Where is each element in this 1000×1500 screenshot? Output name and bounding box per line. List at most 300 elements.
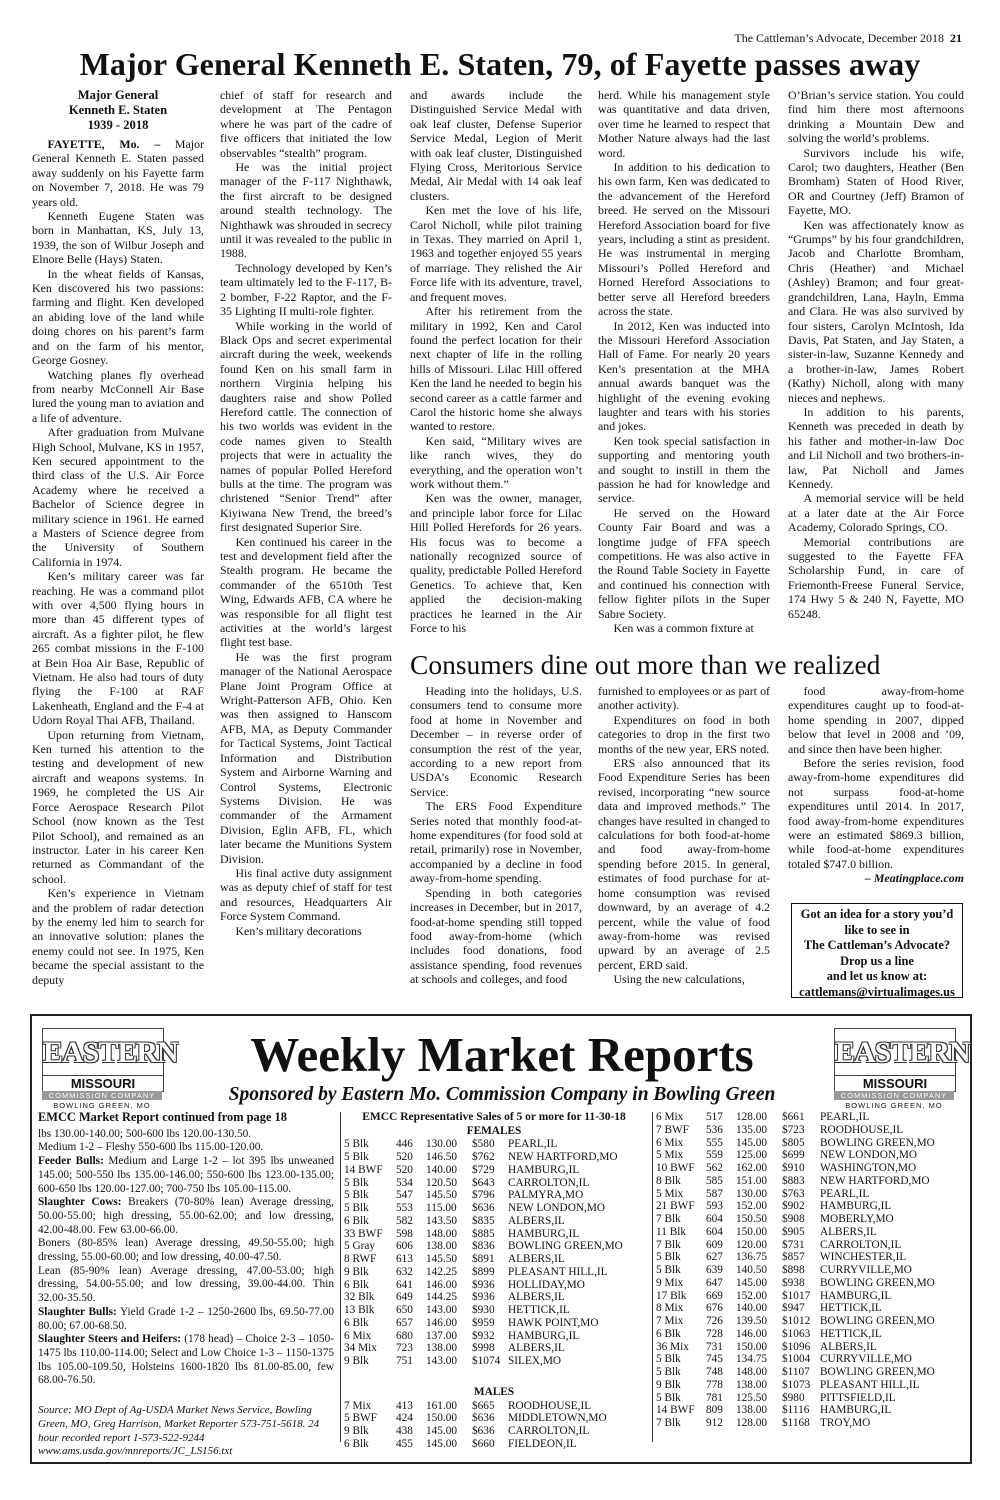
sales-row (344, 1189, 638, 1202)
sales-location: BOWLING GREEN,MO (508, 1240, 623, 1253)
sales-location: ALBERS,IL (820, 1340, 877, 1353)
sales-row (344, 1438, 638, 1451)
sales-weight: 723 (396, 1342, 413, 1355)
sales-per-head: $932 (472, 1329, 495, 1342)
sales-weight: 536 (706, 1123, 723, 1136)
market-report-paragraph (38, 1155, 334, 1196)
sales-row (344, 1317, 638, 1330)
sales-weight: 562 (706, 1162, 723, 1174)
eastern-missouri-logo-right (830, 1024, 970, 1112)
sales-per-head: $836 (472, 1240, 495, 1253)
sales-price: 130.00 (736, 1187, 768, 1200)
obituary-paragraph: and awards include the Distinguished Service Medal with oak leaf cluster, Defense Superior Service Medal, Legion of Merit with oak leaf cluster, Distinguished Flying Cross, Meritorious Service Medal, Air Medal with 14 oak leaf clusters. (410, 88, 582, 203)
sales-head-type: 9 Blk (344, 1265, 369, 1278)
sales-price: 146.00 (736, 1327, 768, 1340)
sales-price: 138.00 (736, 1404, 768, 1417)
obituary-paragraph: Upon returning from Vietnam, Ken turned his attention to the testing and development of new aircraft and weapons systems. In 1969, he completed the US Air Force Aerospace Research Pilot School (now known as the Test Pilot School), and remained as an instructor. Later in his career Ken returned as Commandant of the school. (32, 727, 204, 886)
sales-weight: 547 (396, 1189, 413, 1202)
sales-row (656, 1137, 950, 1150)
sales-price: 143.50 (426, 1214, 458, 1227)
sales-head-type: 32 Blk (344, 1291, 375, 1304)
sales-price: 128.00 (736, 1417, 768, 1429)
logo-location: BOWLING GREEN, MO (53, 1101, 151, 1110)
sales-row (656, 1213, 950, 1226)
sales-weight: 587 (706, 1187, 723, 1200)
sales-weight: 912 (706, 1417, 723, 1429)
sales-price: 150.00 (736, 1225, 768, 1238)
sales-price: 140.00 (426, 1163, 458, 1176)
sales-row (344, 1151, 638, 1164)
sales-location: PITTSFIELD,IL (820, 1391, 896, 1404)
logo-location: BOWLING GREEN, MO (845, 1101, 943, 1110)
consumers-paragraph: Expenditures on food in both categories to drop in the first two months of the new year, ERS noted. (598, 712, 770, 756)
market-category-label: Slaughter Steers and Heifers: (38, 1333, 182, 1346)
sales-row (656, 1124, 950, 1137)
sales-per-head: $731 (782, 1238, 805, 1251)
sales-per-head: $660 (472, 1437, 495, 1450)
obituary-paragraph: In addition to his parents, Kenneth was preceded in death by his father and mother-in-law Doc and Lil Nicholl and two brothers-in-law, Pat Nicholl and James Kennedy. (788, 404, 964, 491)
sales-per-head: $796 (472, 1189, 495, 1202)
obituary-title-2: Kenneth E. Staten (68, 103, 168, 117)
consumers-headline: Consumers dine out more than we realized (410, 649, 881, 680)
sales-price: 150.00 (426, 1412, 458, 1425)
right-sales-table (656, 1111, 950, 1430)
sales-row (656, 1353, 950, 1366)
running-head (734, 31, 962, 46)
sales-head-type: 14 BWF (656, 1404, 695, 1417)
sales-per-head: $1073 (782, 1378, 811, 1391)
sales-per-head: $857 (782, 1251, 805, 1264)
sales-location: HOLLIDAY,MO (508, 1278, 585, 1291)
consumers-paragraph: Spending in both categories increases in December, but in 2017, food-at-home spending still topped food away-from-home (which includes food donations, food assistance spending, food revenues at schools and colleges, and food (410, 885, 582, 987)
obituary-paragraph: His final active duty assignment was as deputy chief of staff for test and resources, Headquarters Air Force System Command. (220, 865, 392, 924)
logo-commission: COMMISSION COMPANY (834, 1091, 954, 1100)
idea-line-1: Got an idea for a story you’d (800, 907, 954, 921)
market-category-text: Breakers (70-80% lean) Average dressing, 50.00-55.00; high dressing, 55.00-62.00; and low dressing, 42.00-48.00. Few 63.00-66.00. (38, 1196, 334, 1236)
sales-per-head: $636 (472, 1202, 495, 1215)
sales-weight: 657 (396, 1316, 413, 1329)
sales-location: ALBERS,IL (508, 1253, 565, 1266)
market-report-paragraph (38, 1306, 334, 1333)
sales-row (344, 1412, 638, 1425)
sales-per-head: $1096 (782, 1340, 811, 1353)
sales-per-head: $936 (472, 1291, 495, 1304)
obituary-paragraph: In the wheat fields of Kansas, Ken discovered his two passions: farming and flight. Ken developed an abiding love of the land while doing chores on his parent’s farm and on the farm of his mentor, George Gosney. (32, 266, 204, 368)
obituary-paragraph: Memorial contributions are suggested to the Fayette FFA Scholarship Fund, in care of Friemonth-Freese Funeral Service, 174 Hwy 5 & 240 N, Fayette, MO 65248. (788, 534, 964, 621)
obituary-paragraph: herd. While his management style was quantitative and data driven, over time he learned to respect that Mother Nature always had the last word. (598, 88, 770, 160)
logo-commission: COMMISSION COMPANY (42, 1091, 162, 1100)
sales-price: 135.00 (736, 1123, 768, 1136)
sales-price: 130.00 (426, 1138, 458, 1151)
obituary-column-2 (220, 88, 392, 1006)
sales-weight: 559 (706, 1149, 723, 1162)
sales-weight: 676 (706, 1302, 723, 1315)
sales-head-type: 33 BWF (344, 1227, 383, 1240)
obituary-paragraph: He was the initial project manager of the F-117 Nighthawk, the first aircraft to be designed around stealth technology. The Nighthawk was shrouded in secrecy until it was revealed to the public in 1988. (220, 160, 392, 261)
sales-per-head: $1017 (782, 1289, 811, 1302)
sales-location: HETTICK,IL (508, 1304, 570, 1317)
sales-head-type: 7 BWF (656, 1123, 689, 1136)
sales-location: HAMBURG,IL (820, 1200, 892, 1213)
sales-location: HAMBURG,IL (820, 1289, 892, 1302)
sales-price: 139.50 (736, 1315, 768, 1327)
sales-weight: 520 (396, 1163, 413, 1176)
sales-location: NEW LONDON,MO (508, 1202, 606, 1215)
sales-location: CURRYVILLE,MO (820, 1264, 912, 1276)
sales-row (344, 1240, 638, 1253)
sales-head-type: 6 Blk (344, 1437, 369, 1450)
sales-head-type: 5 Mix (656, 1149, 684, 1162)
market-sponsor: Sponsored by Eastern Mo. Commission Company in Bowling Green (228, 1084, 776, 1105)
sales-weight: 731 (706, 1340, 723, 1353)
sales-location: NEW HARTFORD,MO (508, 1151, 618, 1164)
sales-per-head: $902 (782, 1200, 805, 1213)
sales-weight: 809 (706, 1404, 723, 1417)
sales-head-type: 5 Blk (656, 1353, 681, 1366)
sales-price: 134.75 (736, 1353, 768, 1366)
sales-location: PLEASANT HILL,IL (820, 1378, 920, 1391)
consumers-paragraph: Heading into the holidays, U.S. consumers tend to consume more food at home in November and December – in reverse order of consumption the rest of the year, according to a new report from USDA’s Economic Research Service. (410, 684, 582, 799)
sales-price: 148.00 (426, 1227, 458, 1240)
sales-per-head: $936 (472, 1278, 495, 1291)
sales-per-head: $1063 (782, 1327, 811, 1340)
sales-price: 120.00 (736, 1238, 768, 1251)
sales-row (656, 1417, 950, 1430)
sales-price: 137.00 (426, 1329, 458, 1342)
sales-per-head: $762 (472, 1151, 495, 1164)
sales-row (656, 1404, 950, 1417)
sales-location: CARROLTON,IL (508, 1425, 590, 1438)
obituary-paragraph: Ken’s military career was far reaching. He was a command pilot with over 4,500 flying hours in more than 45 different types of aircraft. As a fighter pilot, he flew 265 combat missions in the F-100 at Bein Hoa Air Base, Republic of Vietnam. He also had tours of duty flying the F-100 at RAF Lakenheath, England and the F-4 at Udorn Royal Thai AFB, Thailand. (32, 569, 204, 728)
sales-head-type: 5 Blk (656, 1391, 681, 1404)
sales-weight: 455 (396, 1437, 413, 1450)
sales-head-type: 5 Gray (344, 1240, 376, 1253)
sales-location: PALMYRA,MO (508, 1189, 584, 1202)
sales-head-type: 5 Blk (656, 1251, 681, 1264)
sales-weight: 632 (396, 1265, 413, 1278)
sales-head-type: 5 Blk (656, 1264, 681, 1276)
sales-head-type: 21 BWF (656, 1200, 695, 1213)
market-category-text: Medium and Large 1-2 – lot 395 lbs unweaned 145.00; 500-550 lbs 135.00-146.00; 550-600 lbs 123.00-135.00; 600-650 lbs 120.00-127.00; 700-750 lbs 105.00-115.00. (38, 1155, 334, 1195)
market-category-text: Yield Grade 1-2 – 1250-2600 lbs, 69.50-77.00 80.00; 67.00-68.50. (38, 1305, 334, 1332)
sales-per-head: $930 (472, 1304, 495, 1317)
sales-head-type: 34 Mix (344, 1342, 377, 1355)
sales-row (344, 1177, 638, 1190)
idea-email-link[interactable]: cattlemans@virtualimages.us (799, 984, 955, 999)
sales-price: 150.00 (736, 1340, 768, 1353)
sales-location: HAMBURG,IL (508, 1227, 580, 1240)
idea-line-3: The Cattleman’s Advocate? (803, 938, 951, 952)
consumers-column-3 (788, 684, 964, 899)
market-report-text (38, 1111, 334, 1459)
sales-row (656, 1149, 950, 1162)
sales-per-head: $908 (782, 1213, 805, 1225)
sales-head-type: 5 Blk (344, 1138, 369, 1151)
sales-weight: 553 (396, 1202, 413, 1215)
sales-location: HAWK POINT,MO (508, 1316, 599, 1329)
sales-per-head: $938 (782, 1276, 805, 1289)
obituary-paragraph: In 2012, Ken was inducted into the Missouri Hereford Association Hall of Fame. For nearly 20 years Ken’s presentation at the MHA annual awards banquet was the highlight of the evening evoking laughter and tears with his stories and jokes. (598, 318, 770, 434)
sales-head-type: 6 Blk (344, 1214, 369, 1227)
sales-location: NEW LONDON,MO (820, 1149, 918, 1162)
sales-row (344, 1202, 638, 1215)
sales-head-type: 5 Blk (344, 1202, 369, 1215)
sales-price: 152.00 (736, 1289, 768, 1302)
sales-per-head: $898 (782, 1264, 805, 1276)
sales-price: 146.00 (426, 1278, 458, 1291)
market-title: Weekly Market Reports (250, 1027, 754, 1082)
sales-per-head: $723 (782, 1123, 805, 1136)
market-report-paragraph (38, 1141, 334, 1155)
market-category-label: Feeder Bulls: (38, 1155, 104, 1168)
sales-per-head: $643 (472, 1176, 495, 1189)
sales-weight: 745 (706, 1353, 723, 1366)
sales-weight: 604 (706, 1225, 723, 1238)
sales-head-type: 7 Blk (656, 1417, 681, 1429)
sales-row (656, 1200, 950, 1213)
obituary-paragraph: In addition to his dedication to his own farm, Ken was dedicated to the advancement of the Hereford breed. He served on the Missouri Hereford Association board for five years, including a stint as president. He was instrumental in merging Missouri’s Polled Hereford and Horned Hereford Associations to better serve all Hereford breeders across the state. (598, 160, 770, 319)
sales-row (344, 1279, 638, 1292)
sales-row (656, 1175, 950, 1188)
obituary-paragraph: A memorial service will be held at a later date at the Air Force Academy, Colorado Springs, CO. (788, 491, 964, 535)
obituary-paragraph: Ken continued his career in the test and development field after the Stealth program. He became the commander of the 6510th Test Wing, Edwards AFB, CA where he was responsible for all flight test activities at the world’s largest flight test base. (220, 534, 392, 650)
sales-row (656, 1277, 950, 1290)
idea-line-2: like to see in (844, 922, 910, 937)
sales-price: 161.00 (426, 1399, 458, 1412)
market-category-text: Medium 1-2 – Fleshy 550-600 lbs 115.00-120.00. (38, 1141, 264, 1154)
market-category-label: Slaughter Cows: (38, 1196, 122, 1209)
sales-row (344, 1330, 638, 1343)
sales-price: 138.00 (736, 1378, 768, 1391)
sales-weight: 613 (396, 1253, 413, 1266)
sales-weight: 726 (706, 1315, 723, 1327)
sales-location: CARROLTON,IL (820, 1238, 902, 1251)
sales-per-head: $835 (472, 1214, 495, 1227)
consumers-paragraph: food away-from-home expenditures caught up to food-at-home spending in 2007, dipped below that level in 2008 and ’09, and since then have been higher. (788, 684, 964, 756)
consumers-paragraph: Using the new calculations, (613, 972, 745, 987)
males-sales-table (344, 1400, 638, 1451)
column-rule (652, 1112, 653, 1442)
sales-price: 162.00 (736, 1162, 768, 1174)
sales-per-head: $910 (782, 1162, 805, 1174)
sales-per-head: $665 (472, 1399, 495, 1412)
sales-head-type: 11 Blk (656, 1225, 687, 1238)
sales-location: HETTICK,IL (820, 1327, 882, 1340)
consumers-paragraph: furnished to employees or as part of another activity). (598, 684, 770, 713)
sales-price: 145.50 (426, 1189, 458, 1202)
sales-head-type: 8 Blk (656, 1174, 681, 1187)
sales-head-type: 8 RWF (344, 1253, 377, 1266)
sales-weight: 728 (706, 1327, 723, 1340)
sales-per-head: $763 (782, 1187, 805, 1200)
market-report-paragraph (38, 1196, 334, 1237)
sales-weight: 517 (706, 1111, 723, 1123)
story-idea-box (791, 903, 963, 998)
consumers-column-1 (410, 684, 582, 1006)
obituary-paragraph: Ken was a common fixture at (613, 621, 754, 636)
lead-text: Major General Kenneth E. Staten passed away suddenly on his Fayette farm on November 7, 2018. He was 79 years old. (32, 137, 204, 209)
obituary-paragraph: O’Brian’s service station. You could find him there most afternoons drinking a Mountain Dew and solving the world’s problems. (788, 88, 964, 146)
sales-per-head: $883 (782, 1174, 805, 1187)
sales-price: 152.00 (736, 1200, 768, 1213)
eastern-missouri-logo-left (38, 1024, 178, 1112)
publication-date: The Cattleman’s Advocate, December 2018 (734, 31, 944, 45)
sales-row (656, 1239, 950, 1252)
sales-price: 136.75 (736, 1251, 768, 1264)
sales-weight: 778 (706, 1378, 723, 1391)
sales-price: 125.50 (736, 1391, 768, 1404)
sales-middle-column (344, 1111, 644, 1451)
obituary-paragraph: He was the first program manager of the National Aerospace Plane Joint Program Office at Wright-Patterson AFB, Ohio. Ken was then assigned to Hanscom AFB, MA, as Deputy Commander for Tactical Systems, Joint Tactical Information and Distribution System and Airborne Warning and Control Systems, Electronic Systems Division. He was commander of the Armament Division, Eglin AFB, FL, which later became the Munitions System Division. (220, 649, 392, 866)
sales-location: MOBERLY,MO (820, 1213, 894, 1225)
sales-weight: 446 (396, 1138, 413, 1151)
sales-row (344, 1304, 638, 1317)
market-report-body (38, 1128, 334, 1388)
obituary-paragraph: Ken met the love of his life, Carol Nicholl, while pilot training in Texas. They married on April 1, 1963 and together enjoyed 55 years of marriage. They relished the Air Force life with its adventure, travel, and frequent moves. (410, 203, 582, 304)
sales-location: ALBERS,IL (508, 1214, 565, 1227)
sales-head-type: 17 Blk (656, 1289, 687, 1302)
sales-head-type: 5 Blk (656, 1366, 681, 1378)
sales-weight: 751 (396, 1355, 413, 1368)
sales-per-head: $636 (472, 1412, 495, 1425)
sales-right-column (656, 1111, 962, 1430)
sales-location: CURRYVILLE,MO (820, 1353, 912, 1366)
market-category-text: lbs 130.00-140.00; 500-600 lbs 120.00-130.50. (38, 1127, 252, 1140)
obituary-paragraph: chief of staff for research and development at The Pentagon where he was part of the cadre of five officers that initiated the low observables “stealth” program. (220, 88, 392, 160)
consumers-paragraph: Before the series revision, food away-from-home expenditures did not surpass food-at-home expenditures until 2014. In 2017, food away-from-home expenditures were an estimated $869.3 billion, while food-at-home expenditures totaled $747.0 billion. (788, 756, 964, 871)
sales-location: MIDDLETOWN,MO (508, 1412, 607, 1425)
market-category-label: Slaughter Bulls: (38, 1305, 117, 1318)
sales-weight: 647 (706, 1276, 723, 1289)
sales-weight: 604 (706, 1213, 723, 1225)
sales-location: BOWLING GREEN,MO (820, 1315, 935, 1327)
sales-location: ALBERS,IL (508, 1291, 565, 1304)
obituary-paragraph: After his retirement from the military in 1992, Ken and Carol found the perfect location for their next chapter of life in the rolling hills of Missouri. Lilac Hill offered Ken the land he needed to begin his second career as a cattle farmer and Carol the historic home she always wanted to restore. (410, 304, 582, 434)
obituary-paragraph: Ken said, “Military wives are like ranch wives, they do everything, and the operation won’t work without them.” (410, 433, 582, 491)
sales-row (656, 1392, 950, 1405)
sales-row (656, 1328, 950, 1341)
consumers-paragraph: The ERS Food Expenditure Series noted that monthly food-at-home expenditures (for food sold at retail, primarily) rose in November, accompanied by a decline in food away-from-home spending. (410, 799, 582, 886)
sales-location: FIELDEON,IL (508, 1437, 577, 1450)
logo-eastern: EASTERN (42, 1028, 164, 1078)
market-report-paragraph (38, 1333, 334, 1388)
sales-row (656, 1162, 950, 1175)
sales-price: 128.00 (736, 1111, 768, 1123)
idea-line-4: Drop us a line (840, 953, 914, 968)
sales-location: ROODHOUSE,IL (820, 1123, 904, 1136)
sales-per-head: $661 (782, 1111, 805, 1123)
sales-row (656, 1226, 950, 1239)
sales-weight: 680 (396, 1329, 413, 1342)
sales-price: 151.00 (736, 1174, 768, 1187)
sales-row (344, 1253, 638, 1266)
sales-row (656, 1290, 950, 1303)
sales-head-type: 8 Mix (656, 1302, 684, 1315)
sales-row (344, 1425, 638, 1438)
sales-row (344, 1266, 638, 1279)
sales-weight: 606 (396, 1240, 413, 1253)
sales-head-type: 7 Mix (344, 1399, 372, 1412)
obituary-column-5 (788, 88, 964, 644)
market-category-text: Lean (85-90% lean) Average dressing, 47.00-53.00; high dressing, 54.00-55.00; and low dressing, 39.00-44.00. Thin 32.00-35.50. (38, 1264, 334, 1305)
sales-price: 145.00 (426, 1425, 458, 1438)
sales-row (344, 1138, 638, 1151)
sales-location: BOWLING GREEN,MO (820, 1276, 935, 1289)
sales-price: 143.00 (426, 1355, 458, 1368)
sales-per-head: $1074 (472, 1355, 501, 1368)
sales-price: 145.00 (736, 1276, 768, 1289)
sales-row (344, 1215, 638, 1228)
sales-price: 146.00 (426, 1316, 458, 1329)
sales-per-head: $980 (782, 1391, 805, 1404)
sales-head-type: 5 BWF (344, 1412, 377, 1425)
sales-weight: 627 (706, 1251, 723, 1264)
sales-location: HETTICK,IL (820, 1302, 882, 1315)
sales-location: HAMBURG,IL (820, 1404, 892, 1417)
sales-weight: 650 (396, 1304, 413, 1317)
obituary-column-1 (32, 88, 204, 1006)
sales-weight: 438 (396, 1425, 413, 1438)
consumers-column-2 (598, 684, 770, 1006)
sales-location: HAMBURG,IL (508, 1329, 580, 1342)
obituary-lead-paragraph (32, 137, 204, 209)
sales-head-type: 9 Blk (656, 1378, 681, 1391)
sales-head-type: 5 Blk (344, 1176, 369, 1189)
consumers-signature: – Meatingplace.com (864, 871, 964, 886)
females-sales-table (344, 1138, 638, 1368)
sales-price: 145.50 (426, 1253, 458, 1266)
sales-row (656, 1302, 950, 1315)
sales-head-type: 5 Blk (344, 1189, 369, 1202)
sales-per-head: $947 (782, 1302, 805, 1315)
market-report-paragraph (38, 1128, 334, 1142)
sales-price: 150.50 (736, 1213, 768, 1225)
column-rule (340, 1112, 341, 1442)
sales-weight: 641 (396, 1278, 413, 1291)
obituary-paragraph: Technology developed by Ken’s team ultimately led to the F-117, B-2 bomber, F-22 Raptor, and the F-35 Lighting II multi-role fighter. (220, 260, 392, 319)
sales-weight: 413 (396, 1399, 413, 1412)
sales-location: PEARL,IL (508, 1138, 558, 1151)
sales-location: ALBERS,IL (820, 1225, 877, 1238)
sales-location: CARROLTON,IL (508, 1176, 590, 1189)
sales-price: 145.00 (426, 1437, 458, 1450)
sales-head-type: 9 Mix (656, 1276, 684, 1289)
sales-per-head: $636 (472, 1425, 495, 1438)
sales-head-type: 7 Blk (656, 1213, 681, 1225)
sales-head-type: 13 Blk (344, 1304, 375, 1317)
sales-price: 143.00 (426, 1304, 458, 1317)
sales-per-head: $805 (782, 1136, 805, 1149)
sales-location: BOWLING GREEN,MO (820, 1366, 935, 1378)
sales-weight: 669 (706, 1289, 723, 1302)
sales-row (344, 1342, 638, 1355)
sales-weight: 520 (396, 1151, 413, 1164)
sales-per-head: $899 (472, 1265, 495, 1278)
sales-row (656, 1379, 950, 1392)
obituary-column-3 (410, 88, 582, 644)
sales-location: NEW HARTFORD,MO (820, 1174, 930, 1187)
sales-row (344, 1400, 638, 1413)
sales-per-head: $580 (472, 1138, 495, 1151)
sales-per-head: $1116 (782, 1404, 810, 1417)
market-category-text: (178 head) – Choice 2-3 – 1050-1475 lbs 110.00-114.00; Select and Low Choice 1-3 – 1150-1375 lbs 105.00-109.50, Holsteins 1600-1820 lbs 81.00-85.00, few 68.00-76.50. (38, 1333, 334, 1387)
sales-per-head: $1168 (782, 1417, 810, 1429)
sales-head-type: 10 BWF (656, 1162, 695, 1174)
obituary-column-4 (598, 88, 770, 644)
sales-weight: 639 (706, 1264, 723, 1276)
sales-location: WASHINGTON,MO (820, 1162, 917, 1174)
obituary-paragraph: While working in the world of Black Ops and secret experimental aircraft during the week, weekends found Ken on his small farm in northern Virginia helping his daughters raise and show Polled Hereford cattle. The connection of his two worlds was evident in the code names given to Stealth projects that were in actuality the names of popular Polled Hereford bulls at the time. The program was christened “Senior Trend” after Kiyiwana New Trend, the breed’s first designated Superior Sire. (220, 318, 392, 535)
